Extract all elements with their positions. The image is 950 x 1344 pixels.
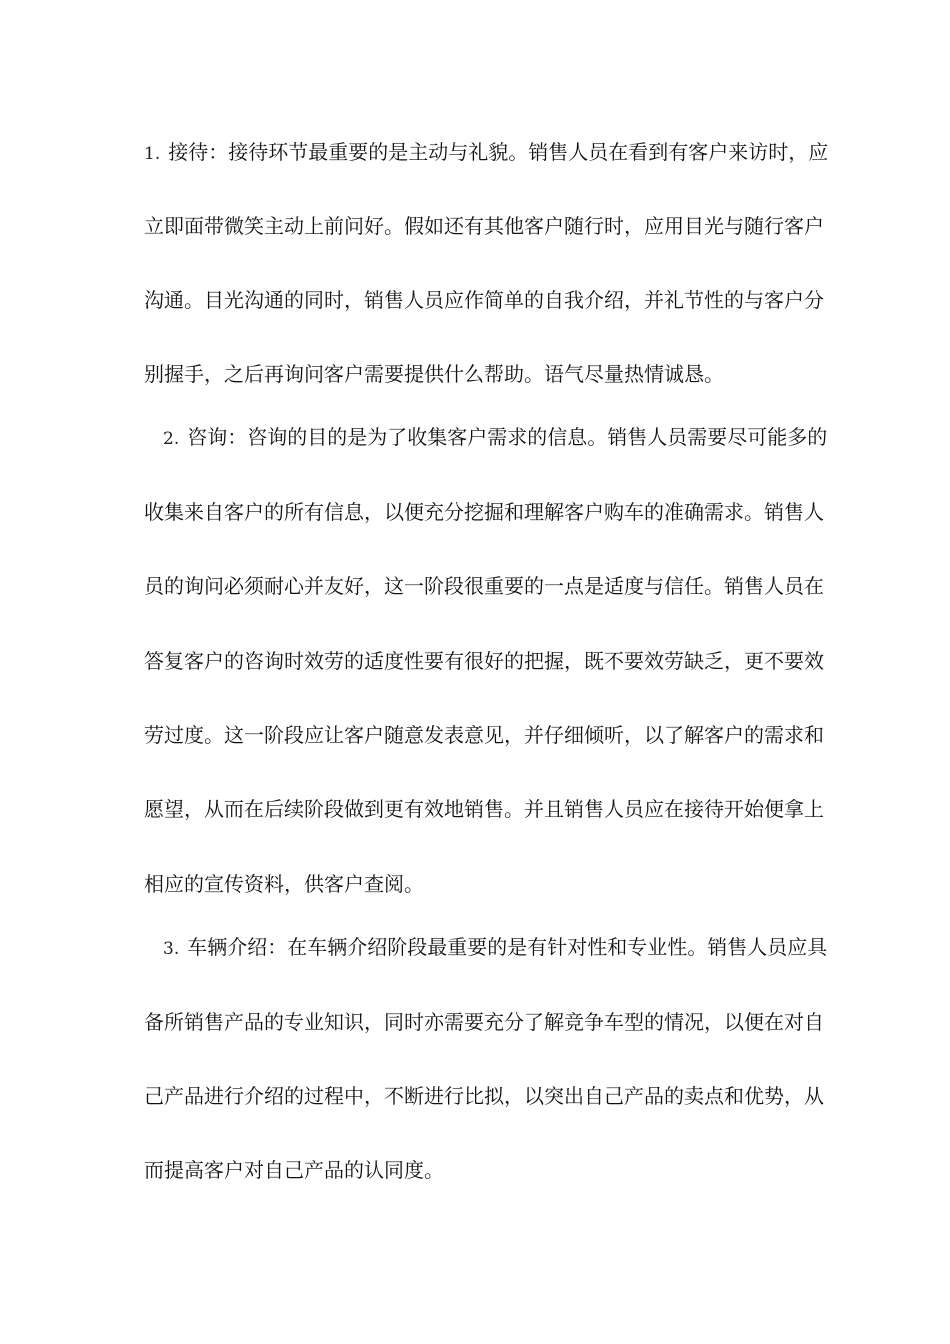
section-2-number: 2.	[163, 429, 180, 449]
section-3-number: 3.	[163, 939, 180, 959]
section-1-text: 接待：接待环节最重要的是主动与礼貌。销售人员在看到有客户来访时，应	[168, 140, 829, 164]
section-2-line-7: 相应的宣传资料，供客户查阅。	[144, 872, 424, 896]
section-1-number: 1.	[144, 144, 161, 164]
section-2-text: 咨询：咨询的目的是为了收集客户需求的信息。销售人员需要尽可能多的	[187, 425, 828, 449]
section-2-line-1	[163, 423, 843, 453]
section-2-line-6: 愿望，从而在后续阶段做到更有效地销售。并且销售人员应在接待开始便拿上	[144, 797, 824, 821]
section-1-line-4: 别握手，之后再询问客户需要提供什么帮助。语气尽量热情诚恳。	[144, 362, 724, 386]
section-1-line-3: 沟通。目光沟通的同时，销售人员应作简单的自我介绍，并礼节性的与客户分	[144, 288, 824, 312]
section-3-text: 车辆介绍：在车辆介绍阶段最重要的是有针对性和专业性。销售人员应具	[187, 935, 828, 959]
section-3-line-1	[163, 933, 843, 963]
section-2-line-2: 收集来自客户的所有信息，以便充分挖掘和理解客户购车的准确需求。销售人	[144, 500, 824, 524]
section-2-line-5: 劳过度。这一阶段应让客户随意发表意见，并仔细倾听，以了解客户的需求和	[144, 723, 824, 747]
section-3-line-3: 己产品进行介绍的过程中，不断进行比拟，以突出自己产品的卖点和优势，从	[144, 1084, 824, 1108]
section-1-line-2: 立即面带微笑主动上前问好。假如还有其他客户随行时，应用目光与随行客户	[144, 214, 824, 238]
section-2-line-4: 答复客户的咨询时效劳的适度性要有很好的把握，既不要效劳缺乏，更不要效	[144, 649, 824, 673]
section-1-line-1	[144, 138, 829, 168]
section-3-line-4: 而提高客户对自己产品的认同度。	[144, 1158, 444, 1182]
section-3-line-2: 备所销售产品的专业知识，同时亦需要充分了解竞争车型的情况，以便在对自	[144, 1010, 824, 1034]
section-2-line-3: 员的询问必须耐心并友好，这一阶段很重要的一点是适度与信任。销售人员在	[144, 574, 824, 598]
